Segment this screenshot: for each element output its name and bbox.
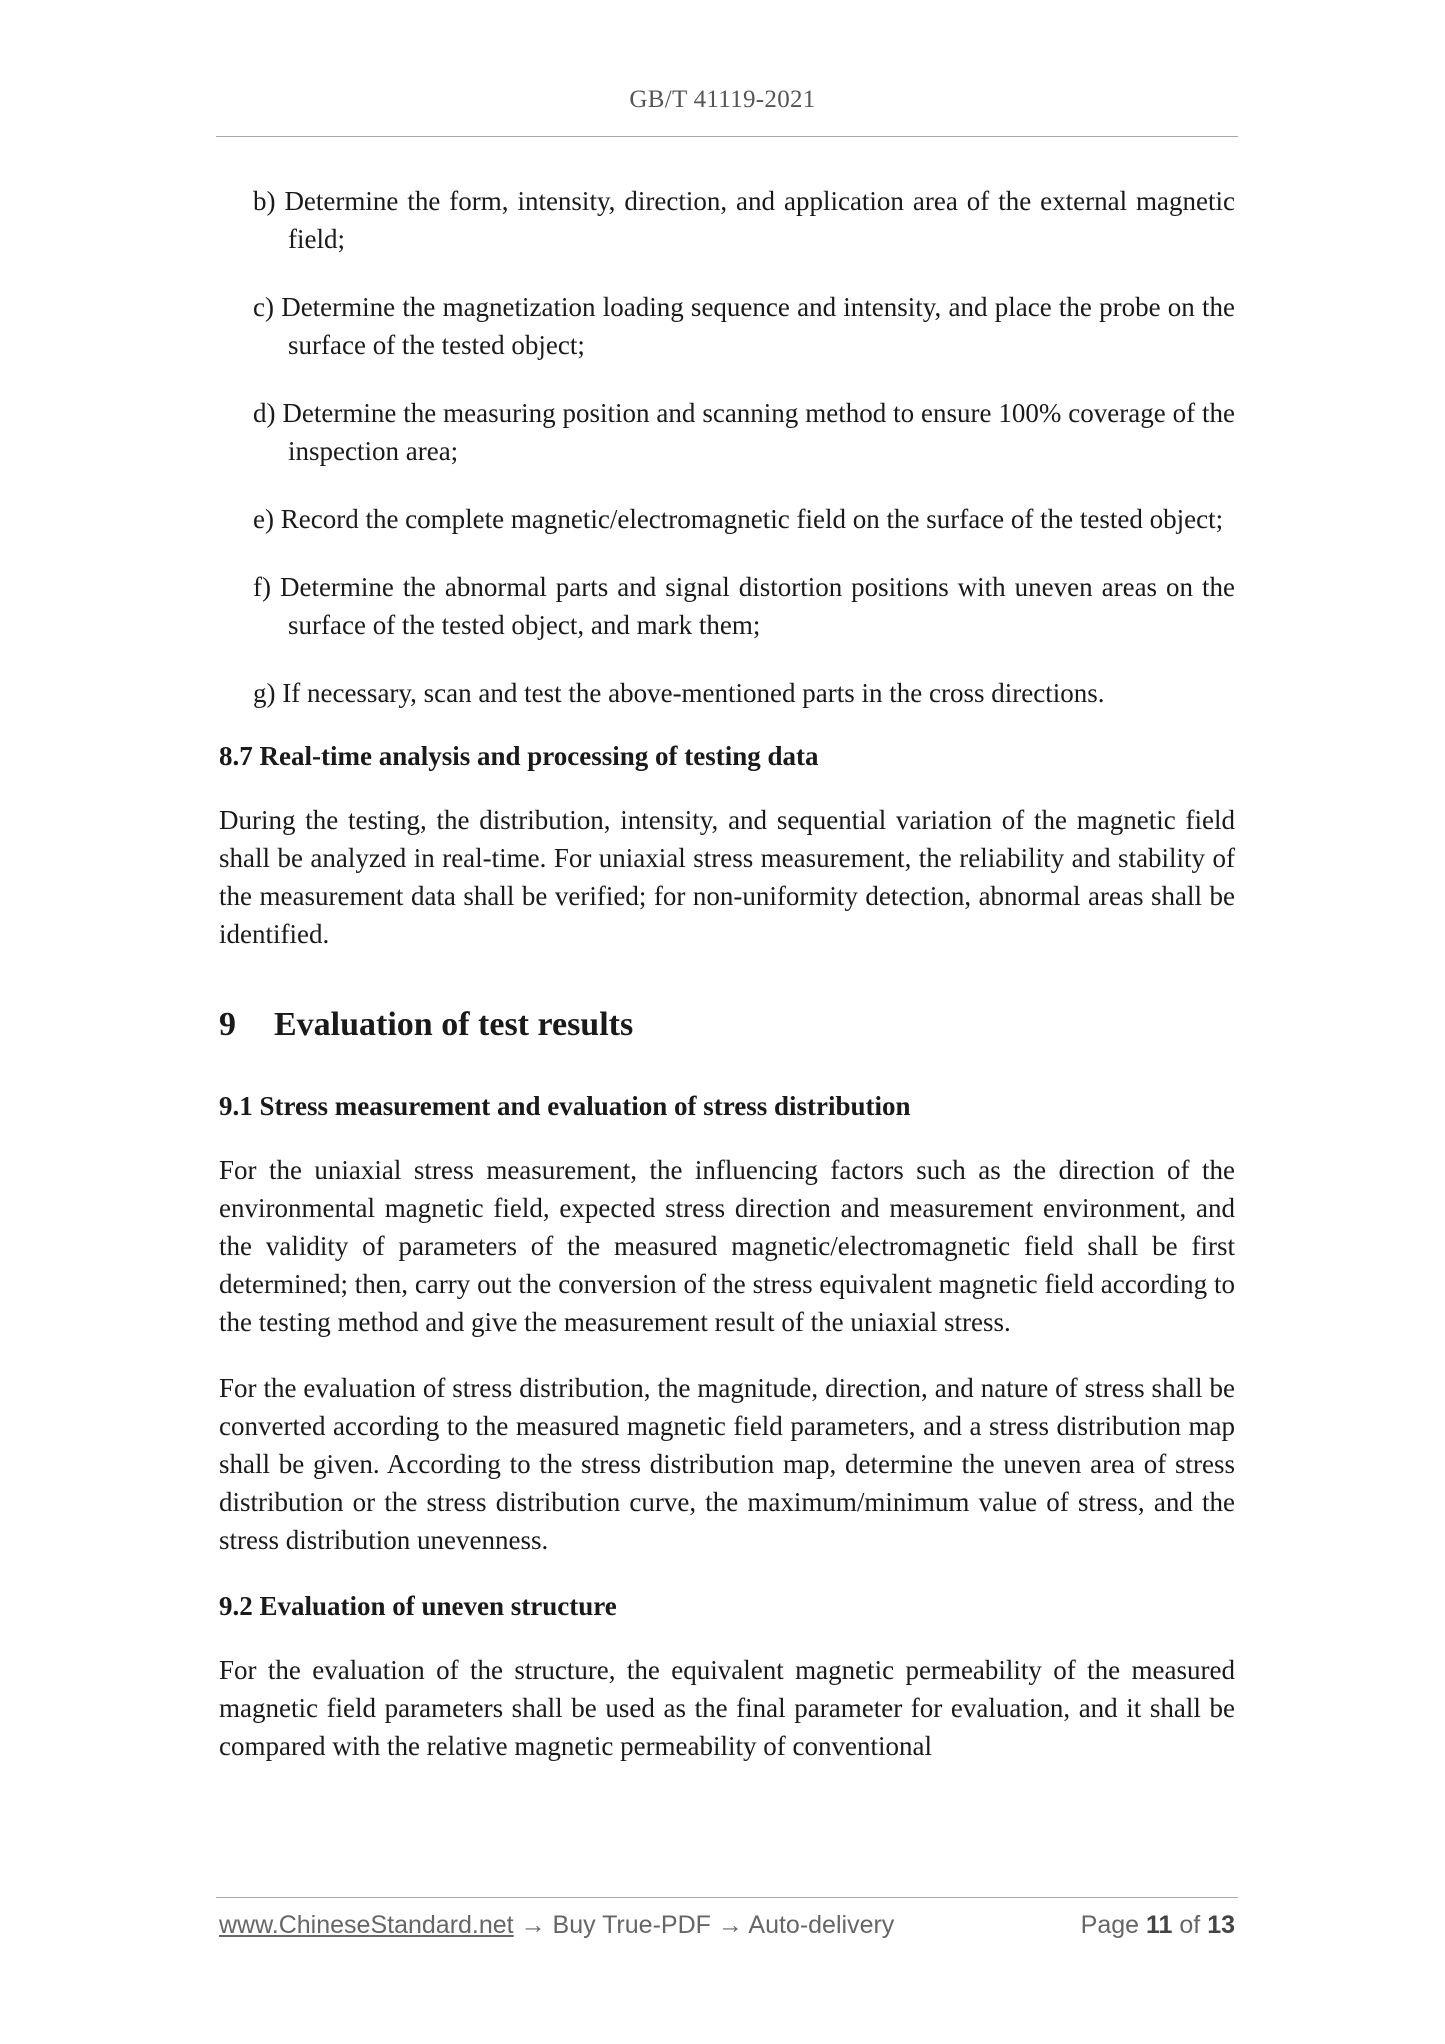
section-number: 9 [219,1006,236,1043]
document-id-header: GB/T 41119-2021 [629,86,816,113]
list-item-f: f) Determine the abnormal parts and signal distortion positions with uneven areas on the surface of the tested object, and mark them; [253,572,1235,640]
page-total: 13 [1207,1911,1235,1939]
website-link[interactable]: www.ChineseStandard.net [219,1911,514,1939]
subsection-heading-8-7: 8.7 Real-time analysis and processing of testing data [219,741,819,771]
page-of: of [1179,1911,1201,1939]
buy-text: → Buy True-PDF → Auto-delivery [513,1911,895,1939]
section-heading-9 [219,1003,1235,1047]
section-title: Evaluation of test results [274,1006,634,1043]
list-item-g: g) If necessary, scan and test the above-mentioned parts in the cross directions. [253,678,1105,708]
page-content [219,182,1235,1793]
paragraph-9-2: For the evaluation of the structure, the equivalent magnetic permeability of the measured magnetic field parameters shall be used as the final parameter for evaluation, and it shall be compared with the relative magnetic permeability of conventional [219,1655,1235,1761]
page-label: Page [1080,1911,1140,1939]
page-current: 11 [1145,1911,1173,1939]
list-item-d: d) Determine the measuring position and scanning method to ensure 100% coverage of the inspection area; [253,398,1235,466]
subsection-heading-9-1: 9.1 Stress measurement and evaluation of stress distribution [219,1091,911,1121]
page-footer [219,1908,1235,1942]
paragraph-8-7: During the testing, the distribution, intensity, and sequential variation of the magnetic field shall be analyzed in real-time. For uniaxial stress measurement, the reliability and stability of the measurement data shall be verified; for non-uniformity detection, abnormal areas shall be identified. [219,805,1235,949]
list-item-c: c) Determine the magnetization loading sequence and intensity, and place the probe on the surface of the tested object; [253,292,1235,360]
paragraph-9-1-b: For the evaluation of stress distribution, the magnitude, direction, and nature of stress shall be converted according to the measured magnetic field parameters, and a stress distribution map shall be given. According to the stress distribution map, determine the uneven area of stress distribution or the stress distribution curve, the maximum/minimum value of stress, and the stress distribution unevenness. [219,1373,1235,1555]
list-item-b: b) Determine the form, intensity, direction, and application area of the external magnetic field; [253,186,1235,254]
subsection-heading-9-2: 9.2 Evaluation of uneven structure [219,1591,617,1621]
page-number [1081,1908,1235,1942]
footer-divider [216,1897,1238,1898]
paragraph-9-1-a: For the uniaxial stress measurement, the influencing factors such as the direction of the environmental magnetic field, expected stress direction and measurement environment, and the validity of parameters of the measured magnetic/electromagnetic field shall be first determined; then, carry out the conversion of the stress equivalent magnetic field according to the testing method and give the measurement result of the uniaxial stress. [219,1155,1235,1337]
header-divider [216,136,1238,137]
list-item-e: e) Record the complete magnetic/electromagnetic field on the surface of the tested object; [253,504,1224,534]
